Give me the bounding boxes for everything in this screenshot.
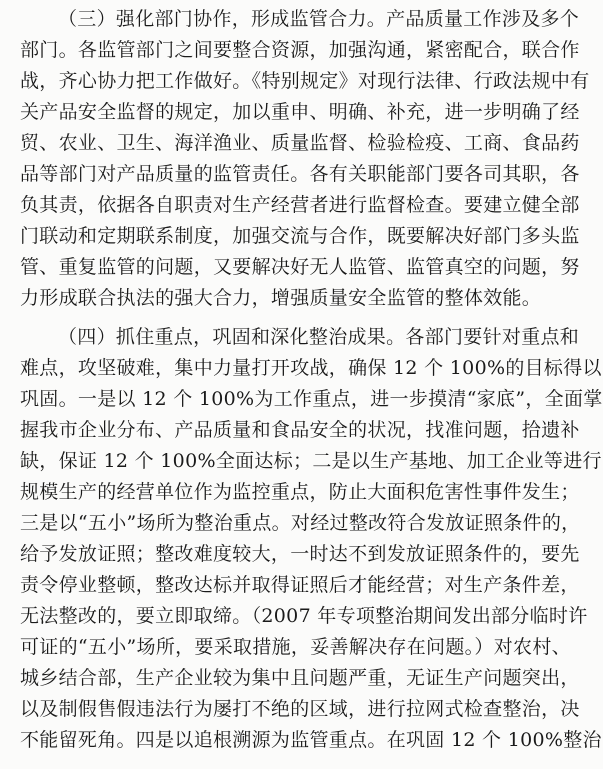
text-line: （四）抓住重点，巩固和深化整治成果。各部门要针对重点和 [58,326,580,348]
text-line: （三）强化部门协作，形成监管合力。产品质量工作涉及多个 [58,8,580,30]
text-line: 巩固。一是以 12 个 100%为工作重点，进一步摸清“家底”，全面掌 [20,388,603,410]
text-line: 给予发放证照；整改难度较大，一时达不到发放证照条件的，要先 [20,543,580,565]
text-line: 握我市企业分布、产品质量和食品安全的状况，找准问题，拾遗补 [20,419,580,441]
text-line: 规模生产的经营单位作为监控重点，防止大面积危害性事件发生； [20,481,580,503]
text-line: 战，齐心协力把工作做好。《特别规定》对现行法律、行政法规中有 [20,70,590,92]
text-line: 城乡结合部，生产企业较为集中且问题严重，无证生产问题突出， [20,667,580,689]
text-line: 三是以“五小”场所为整治重点。对经过整改符合发放证照条件的， [20,512,581,534]
text-line: 难点，攻坚破难，集中力量打开攻战，确保 12 个 100%的目标得以 [20,357,602,379]
text-line: 门联动和定期联系制度，加强交流与合作，既要解决好部门多头监 [20,225,580,247]
text-line: 管、重复监管的问题，又要解决好无人监管、监管真空的问题，努 [20,256,580,278]
text-line: 无法整改的，要立即取缔。（2007 年专项整治期间发出部分临时许 [20,605,588,627]
text-line: 缺，保证 12 个 100%全面达标；二是以生产基地、加工企业等进行 [20,450,602,472]
paragraph-spacer [20,314,530,322]
text-line: 不能留死角。四是以追根溯源为监管重点。在巩固 12 个 100%整治 [20,729,602,751]
text-line: 部门。各监管部门之间要整合资源，加强沟通，紧密配合，联合作 [20,39,580,61]
text-line: 以及制假售假违法行为屡打不绝的区域，进行拉网式检查整治，决 [20,698,580,720]
text-line: 力形成联合执法的强大合力，增强质量安全监管的整体效能。 [20,287,542,309]
text-line: 责令停业整顿，整改达标并取得证照后才能经营；对生产条件差， [20,574,580,596]
text-line: 关产品安全监督的规定，加以重申、明确、补充，进一步明确了经 [20,101,580,123]
text-line: 可证的“五小”场所，要采取措施，妥善解决存在问题。）对农村、 [20,636,571,658]
text-line: 品等部门对产品质量的监管责任。各有关职能部门要各司其职，各 [20,163,580,185]
text-line: 负其责，依据各自职责对生产经营者进行监督检查。要建立健全部 [20,194,580,216]
paragraph-section-three [20,4,590,314]
paragraph-section-four [20,322,603,756]
text-line: 贸、农业、卫生、海洋渔业、质量监督、检验检疫、工商、食品药 [20,132,580,154]
